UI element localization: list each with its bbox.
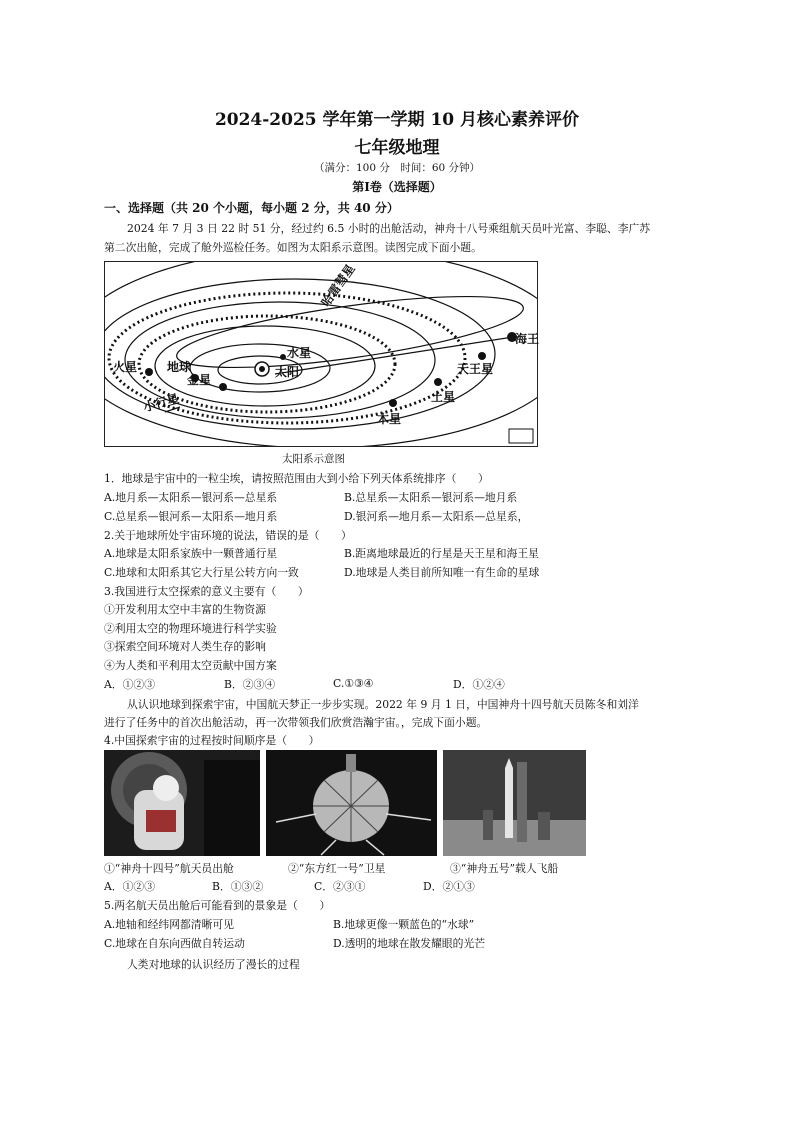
q1-option-a[interactable]: A.地月系—太阳系—银河系—总星系 <box>104 491 278 504</box>
q4-photo1-caption: ①“神舟十四号”航天员出舱 <box>104 862 234 875</box>
q5-option-d[interactable]: D.透明的地球在散发耀眼的光芒 <box>333 937 486 950</box>
earth-label: 地球 <box>167 360 192 374</box>
asteroid-label: 小行星 <box>141 391 181 415</box>
solar-system-figure <box>104 261 538 447</box>
solar-system-diagram <box>105 262 540 446</box>
q5-option-c[interactable]: C.地球在自东向西做自转运动 <box>104 937 245 950</box>
intro2-line2: 进行了任务中的首次出舱活动，再一次带领我们欣赏浩瀚宇宙。，完成下面小题。 <box>104 716 488 729</box>
q2-stem: 2.关于地球所处宇宙环境的说法，错误的是（ ） <box>104 529 352 542</box>
q3-item: ③探索空间环境对人类生存的影响 <box>104 640 266 653</box>
q4-stem: 4.中国探索宇宙的过程按时间顺序是（ ） <box>104 734 320 747</box>
q4-photo2-caption: ②“东方红一号”卫星 <box>288 862 386 875</box>
q2-option-b[interactable]: B.距离地球最近的行星是天王星和海王星 <box>344 547 539 560</box>
q3-option-c[interactable]: C.①③④ <box>333 677 374 690</box>
q3-option-b[interactable]: B．②③④ <box>224 678 276 691</box>
section-title: 一、选择题（共 20 个小题，每小题 2 分，共 40 分） <box>104 201 399 215</box>
intro1-line2: 第二次出舱，完成了舱外巡检任务。如图为太阳系示意图。读图完成下面小题。 <box>104 241 482 254</box>
uranus-label: 天王星 <box>457 362 494 376</box>
photo-dongfanghong1-satellite <box>266 750 437 856</box>
q4-option-a[interactable]: A．①②③ <box>104 880 155 893</box>
footer-line: 人类对地球的认识经历了漫长的过程 <box>127 958 300 971</box>
figure1-caption: 太阳系示意图 <box>282 453 345 465</box>
q5-stem: 5.两名航天员出舱后可能看到的景象是（ ） <box>104 899 331 912</box>
q4-option-d[interactable]: D．②①③ <box>423 880 475 893</box>
q2-option-c[interactable]: C.地球和太阳系其它大行星公转方向一致 <box>104 566 299 579</box>
neptune-label: 海王 <box>515 332 540 346</box>
jupiter-label: 木星 <box>377 412 402 426</box>
q1-option-d[interactable]: D.银河系—地月系—太阳系—总星系， <box>344 510 529 523</box>
q3-stem: 3.我国进行太空探索的意义主要有（ ） <box>104 585 309 598</box>
q3-item: ②利用太空的物理环境进行科学实验 <box>104 622 277 635</box>
saturn-label: 土星 <box>431 390 456 404</box>
q5-option-b[interactable]: B.地球更像一颗蓝色的“水球” <box>333 918 475 931</box>
q4-photo3-caption: ③“神舟五号”载人飞船 <box>450 862 559 875</box>
q1-option-c[interactable]: C.总星系—银河系—太阳系—地月系 <box>104 510 278 523</box>
sun-label: 太阳 <box>275 365 300 379</box>
intro1-line1: 2024 年 7 月 3 日 22 时 51 分，经过约 6.5 小时的出舱活动，神舟十八号乘组航天员叶光富、李聪、李广苏 <box>127 222 651 235</box>
exam-subtitle: 七年级地理 <box>354 138 440 158</box>
q3-option-a[interactable]: A．①②③ <box>104 678 155 691</box>
venus-label: 金星 <box>187 373 212 387</box>
q1-option-b[interactable]: B.总星系—太阳系—银河系—地月系 <box>344 491 518 504</box>
q1-stem: 1．地球是宇宙中的一粒尘埃，请按照范围由大到小给下列天体系统排序（ ） <box>104 472 489 485</box>
intro2-line1: 从认识地球到探索宇宙，中国航天梦正一步步实现。2022 年 9 月 1 日，中国神舟十四号航天员陈冬和刘洋 <box>127 698 639 711</box>
q5-option-a[interactable]: A.地轴和经纬网都清晰可见 <box>104 918 234 931</box>
q3-item: ④为人类和平利用太空贡献中国方案 <box>104 659 277 672</box>
q4-option-c[interactable]: C．②③① <box>314 880 366 893</box>
q3-option-d[interactable]: D．①②④ <box>453 678 505 691</box>
mercury-label: 水星 <box>287 346 312 360</box>
exam-meta: （满分：100 分 时间：60 分钟） <box>313 162 481 174</box>
photo-shenzhou14-eva <box>104 750 260 856</box>
q2-option-a[interactable]: A.地球是太阳系家族中一颗普通行星 <box>104 547 278 560</box>
photo-shenzhou5-launch <box>443 750 586 856</box>
q3-item: ①开发利用太空中丰富的生物资源 <box>104 603 266 616</box>
q2-option-d[interactable]: D.地球是人类目前所知唯一有生命的星球 <box>344 566 540 579</box>
exam-title: 2024-2025 学年第一学期 10 月核心素养评价 <box>214 110 580 130</box>
comet-label: 哈雷彗星 <box>318 261 358 310</box>
mars-label: 火星 <box>113 360 138 374</box>
q4-option-b[interactable]: B．①③② <box>212 880 264 893</box>
part-title: 第Ⅰ卷（选择题） <box>352 180 442 194</box>
